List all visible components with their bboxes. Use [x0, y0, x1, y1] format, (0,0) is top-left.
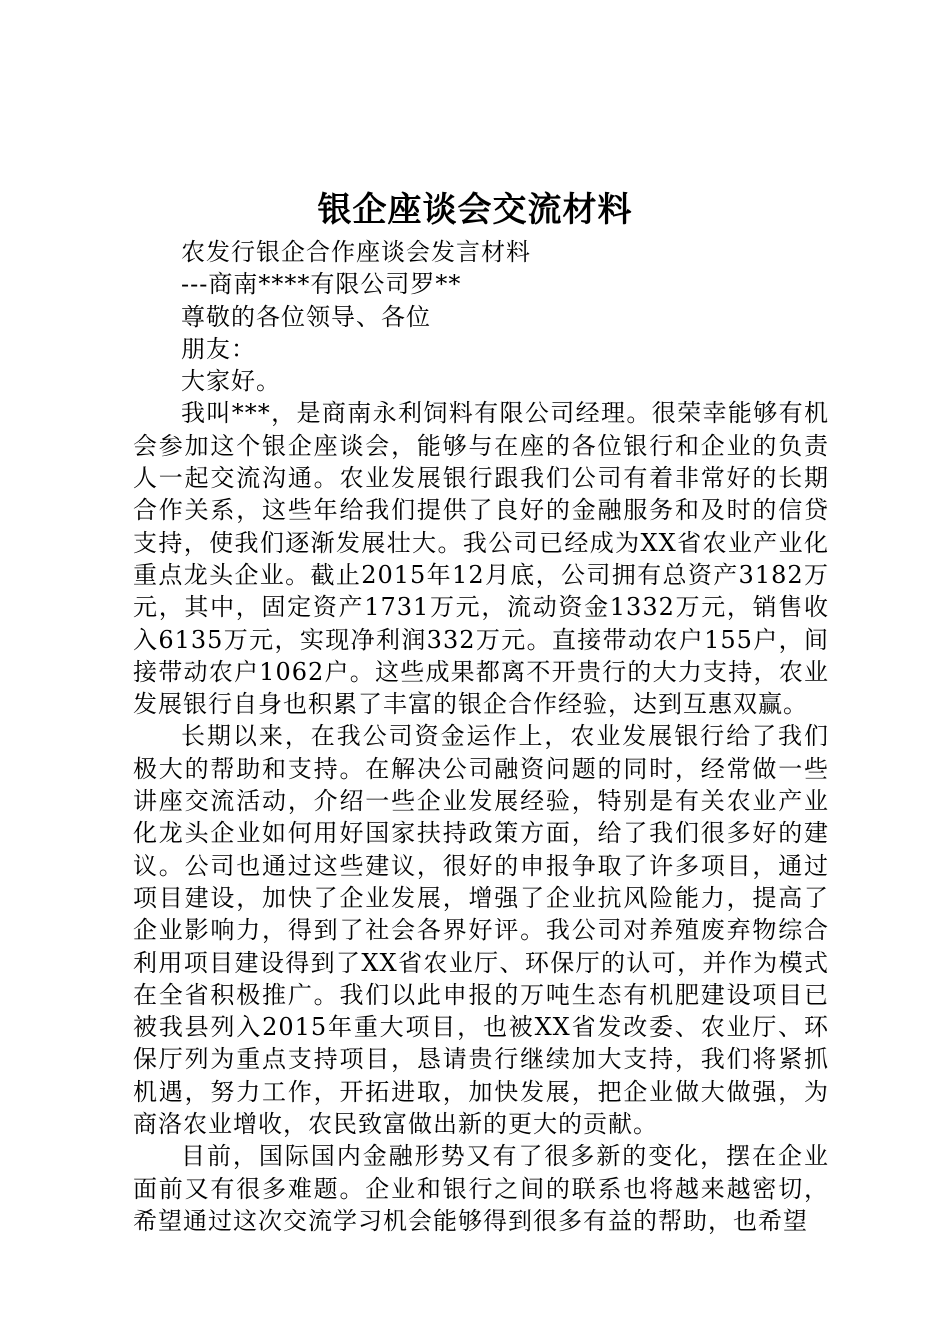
salutation-line: 尊敬的各位领导、各位 [181, 302, 431, 331]
paragraph-outlook: 目前，国际国内金融形势又有了很多新的变化，摆在企业面前又有很多难题。企业和银行之间的联系也将越来越密切，希望通过这次交流学习机会能够得到很多有益的帮助，也希望 [133, 1142, 829, 1235]
document-title: 银企座谈会交流材料 [317, 190, 633, 230]
greeting-line: 大家好。 [181, 367, 281, 396]
author-line: ---商南****有限公司罗** [181, 270, 462, 299]
document-body [133, 236, 829, 1237]
paragraph-support: 长期以来，在我公司资金运作上，农业发展银行给了我们极大的帮助和支持。在解决公司融资问题的同时，经常做一些讲座交流活动，介绍一些企业发展经验，特别是有关农业产业化龙头企业如何用好国家扶持政策方面，给了我们很多好的建议。公司也通过这些建议，很好的申报争取了许多项目，通过项目建设，加快了企业发展，增强了企业抗风险能力，提高了企业影响力，得到了社会各界好评。我公司对养殖废弃物综合利用项目建设得到了XX省农业厅、环保厅的认可，并作为模式在全省积极推广。我们以此申报的万吨生态有机肥建设项目已被我县列入2015年重大项目，也被XX省发改委、农业厅、环保厅列为重点支持项目，恳请贵行继续加大支持，我们将紧抓机遇，努力工作，开拓进取，加快发展，把企业做大做强，为商洛农业增收，农民致富做出新的更大的贡献。 [133, 722, 829, 1139]
subtitle-line: 农发行银企合作座谈会发言材料 [181, 238, 531, 266]
paragraph-introduction: 我叫***，是商南永利饲料有限公司经理。很荣幸能够有机会参加这个银企座谈会，能够与在座的各位银行和企业的负责人一起交流沟通。农业发展银行跟我们公司有着非常好的长期合作关系，这些年给我们提供了良好的金融服务和及时的信贷支持，使我们逐渐发展壮大。我公司已经成为XX省农业产业化重点龙头企业。截止2015年12月底，公司拥有总资产3182万元，其中，固定资产1731万元，流动资金1332万元，销售收入6135万元，实现净利润332万元。直接带动农户155户，间接带动农户1062户。这些成果都离不开贵行的大力支持，农业发展银行自身也积累了丰富的银企合作经验，达到互惠双赢。 [133, 399, 829, 719]
salutation-line-continued: 朋友： [181, 334, 256, 363]
